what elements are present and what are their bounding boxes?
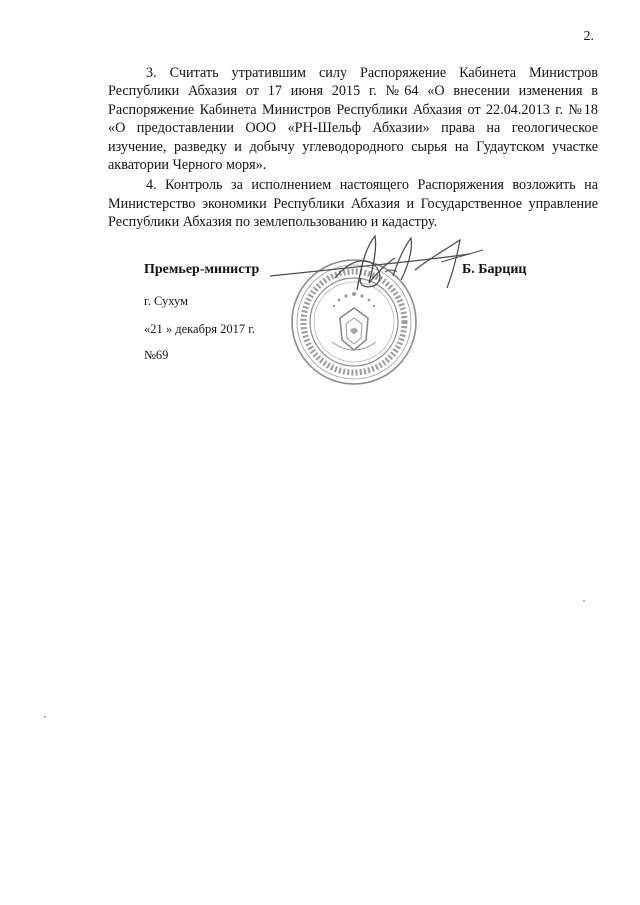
scan-speck — [44, 716, 46, 718]
document-number: №69 — [144, 348, 169, 362]
scan-speck — [583, 600, 586, 603]
page-number: 2. — [583, 29, 594, 44]
document-date: «21 » декабря 2017 г. — [144, 322, 256, 336]
paragraph-3: 3. Считать утратившим силу Распоряжение Кабинета Министров Республики Абхазия от 17 июня 2015 г. №64 «О внесении изменения в Распоряжение Кабинета Министров Республики Абхазия от 22.04.2013 г. №18 «О предоставлении ООО «РН-Шельф Абхазии» права на геологическое изучение, разведку и добычу углеводородного сырья на Гудаутском участке акватории Черного моря». — [108, 65, 598, 174]
signature-icon — [265, 228, 490, 298]
signatory-name: Б. Барциц — [462, 262, 527, 277]
paragraph-4: 4. Контроль за исполнением настоящего Распоряжения возложить на Министерство экономики Республики Абхазия и Государственное управление Республики Абхазия по землепользованию и кадастру. — [108, 177, 598, 231]
document-body — [108, 64, 598, 234]
place-of-signing: г. Сухум — [144, 294, 189, 308]
signatory-title: Премьер-министр — [144, 262, 260, 277]
